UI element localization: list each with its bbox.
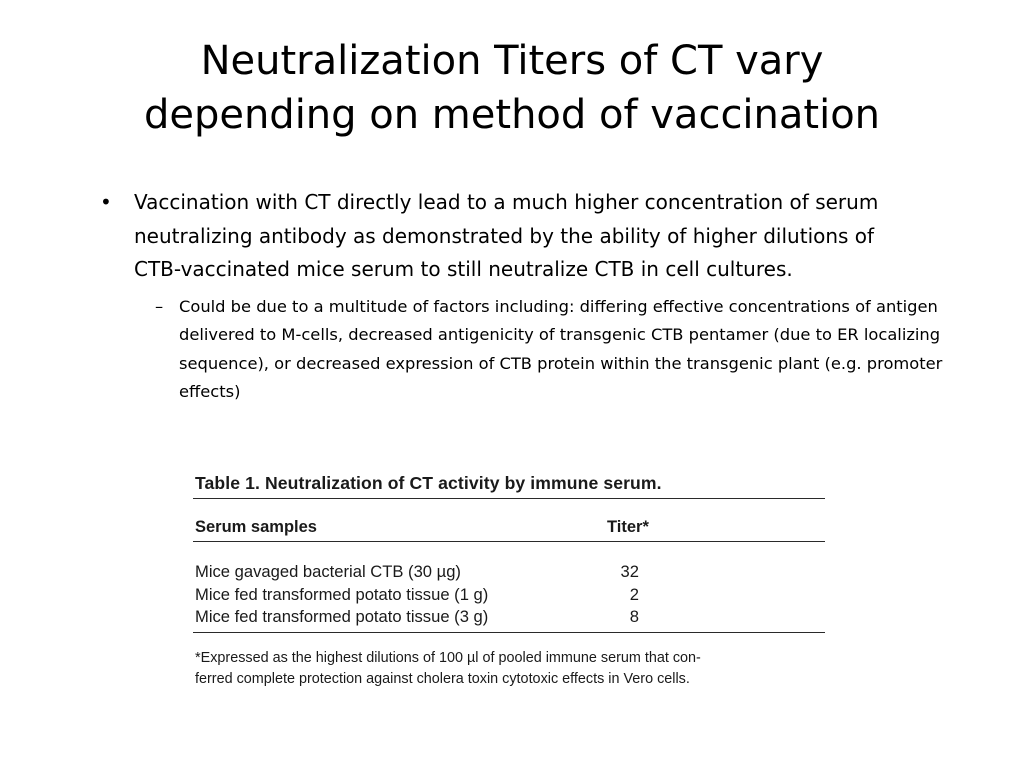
table-header-titer: Titer* xyxy=(607,518,649,536)
table-rule-top xyxy=(193,498,825,499)
table-row xyxy=(193,562,825,585)
bullet-dash-icon: – xyxy=(155,296,164,316)
bullet-dot-icon: • xyxy=(100,190,112,214)
slide-title-line-2: depending on method of vaccination xyxy=(143,92,881,138)
table-cell-titer: 32 xyxy=(620,562,639,581)
table-caption: Table 1. Neutralization of CT activity by immune serum. xyxy=(195,473,662,493)
table-cell-titer: 8 xyxy=(629,607,639,626)
table-footnote-line-1: *Expressed as the highest dilutions of 100 µl of pooled immune serum that con- xyxy=(195,650,701,666)
table-rule-bottom xyxy=(193,632,825,633)
slide-title xyxy=(40,34,984,142)
table-row xyxy=(193,607,825,630)
bullet-sub xyxy=(155,293,969,407)
bullet-main-text: Vaccination with CT directly lead to a much higher concentration of serum neutralizing antibody as demonstrated by the ability of higher dilutions of CTB-vaccinated mice serum to still neutralize CTB in cell cultures. xyxy=(134,190,879,281)
table-cell-sample: Mice fed transformed potato tissue (1 g) xyxy=(195,585,489,604)
bullet-sub-text: Could be due to a multitude of factors including: differing effective concentrations of antigen delivered to M-cells, decreased antigenicity of transgenic CTB pentamer (due to ER localizing sequence), or decreased expression of CTB protein within the transgenic plant (e.g. promoter effects) xyxy=(179,296,943,401)
table-cell-sample: Mice gavaged bacterial CTB (30 µg) xyxy=(195,562,461,581)
table-cell-titer: 2 xyxy=(629,585,639,604)
table-cell-sample: Mice fed transformed potato tissue (3 g) xyxy=(195,607,489,626)
slide-body xyxy=(100,186,980,407)
table-rule-header xyxy=(193,541,825,542)
table-row xyxy=(193,585,825,608)
table-header-sample: Serum samples xyxy=(195,518,317,536)
table-footnote xyxy=(195,648,827,690)
table-footnote-line-2: ferred complete protection against cholera toxin cytotoxic effects in Vero cells. xyxy=(195,671,690,687)
bullet-main xyxy=(100,186,924,287)
table-figure xyxy=(193,470,827,692)
slide-title-line-1: Neutralization Titers of CT vary xyxy=(200,38,824,84)
